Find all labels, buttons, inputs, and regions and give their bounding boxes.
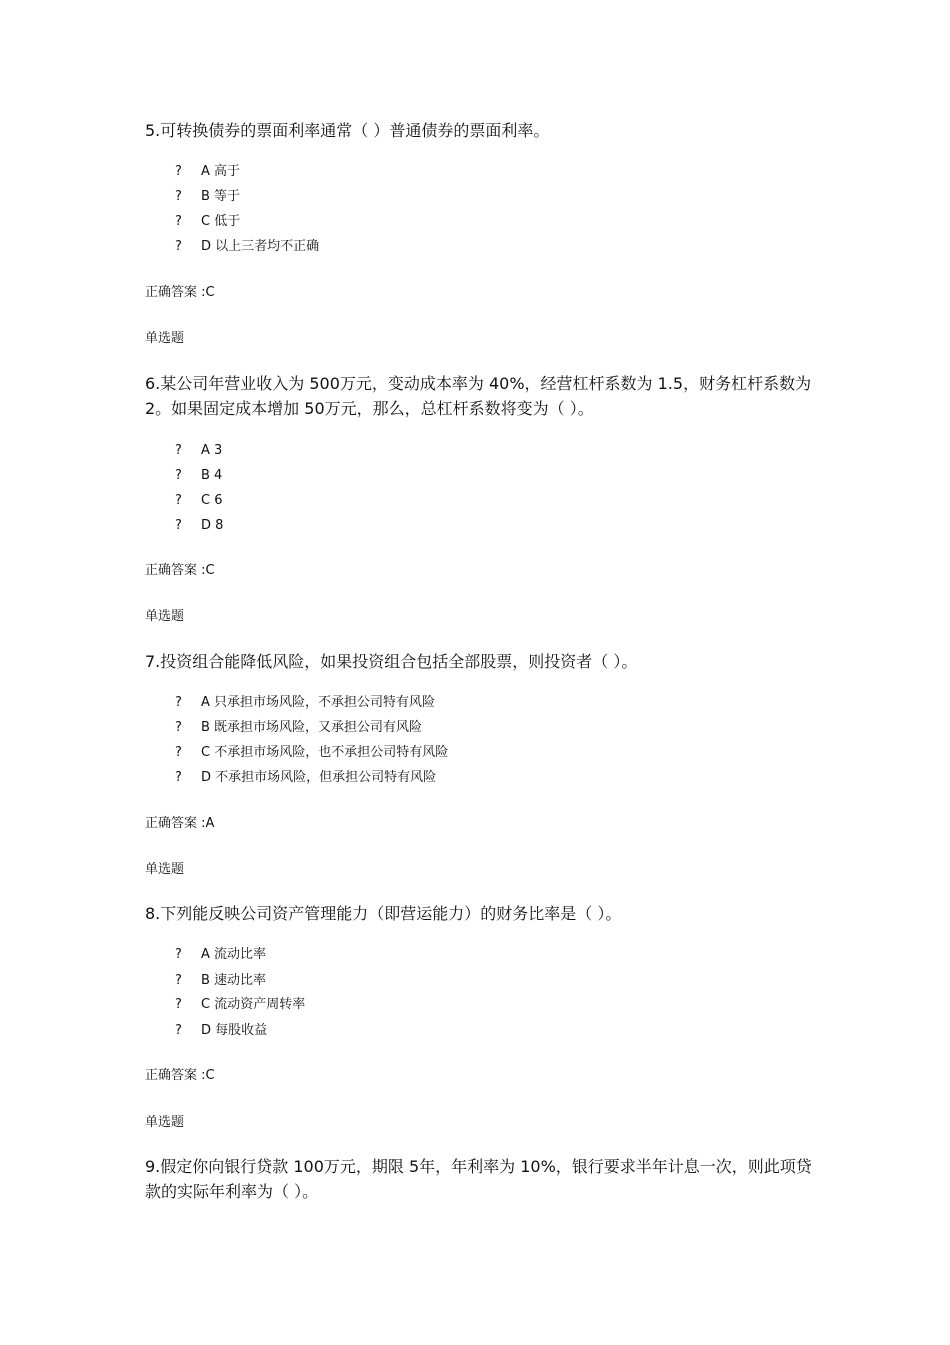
option-text: C 6: [201, 493, 223, 508]
question-7-answer: 正确答案 :A: [145, 816, 215, 831]
question-5-option-a: [175, 163, 240, 181]
question-7-option-d: [175, 769, 436, 787]
question-8-option-c: [175, 996, 305, 1014]
option-text: B 等于: [201, 189, 241, 204]
option-marker: ?: [175, 720, 182, 735]
option-marker: ?: [175, 997, 182, 1012]
option-marker: ?: [175, 239, 182, 254]
option-marker: ?: [175, 770, 182, 785]
question-8-text: 8.下列能反映公司资产管理能力（即营运能力）的财务比率是（ ）。: [145, 904, 622, 923]
option-text: A 流动比率: [201, 947, 267, 962]
question-6-answer: 正确答案 :C: [145, 563, 215, 578]
option-marker: ?: [175, 214, 182, 229]
option-text: A 高于: [201, 164, 241, 179]
option-text: C 流动资产周转率: [201, 997, 306, 1012]
option-text: D 每股收益: [201, 1023, 268, 1038]
question-6-text: 6.某公司年营业收入为 500万元，变动成本率为 40%，经营杠杆系数为 1.5，财务杠杆系数为 2。如果固定成本增加 50万元，那么，总杠杆系数将变为（ ）。: [145, 374, 812, 418]
option-text: D 不承担市场风险，但承担公司特有风险: [201, 770, 437, 785]
question-8-option-b: [175, 972, 266, 990]
question-type-label: 单选题: [145, 1115, 185, 1130]
question-type-label: 单选题: [145, 609, 185, 624]
option-marker: ?: [175, 468, 182, 483]
question-6-option-b: [175, 467, 222, 485]
question-5-option-d: [175, 238, 319, 256]
option-marker: ?: [175, 443, 182, 458]
question-6-option-d: [175, 517, 223, 535]
option-marker: ?: [175, 518, 182, 533]
question-8-option-a: [175, 946, 266, 964]
option-marker: ?: [175, 1023, 182, 1038]
option-marker: ?: [175, 189, 182, 204]
option-text: C 低于: [201, 214, 241, 229]
question-type-label: 单选题: [145, 331, 185, 346]
option-text: A 3: [201, 443, 223, 458]
option-marker: ?: [175, 695, 182, 710]
option-marker: ?: [175, 164, 182, 179]
option-text: B 4: [201, 468, 223, 483]
option-text: C 不承担市场风险，也不承担公司特有风险: [201, 745, 449, 760]
question-5-answer: 正确答案 :C: [145, 285, 215, 300]
option-text: D 以上三者均不正确: [201, 239, 320, 254]
question-5-text: 5.可转换债券的票面利率通常（ ）普通债券的票面利率。: [145, 121, 550, 140]
question-5-option-c: [175, 213, 240, 231]
option-marker: ?: [175, 493, 182, 508]
question-9-text: 9.假定你向银行贷款 100万元，期限 5年，年利率为 10%，银行要求半年计息一次，则此项贷款的实际年利率为（ ）。: [145, 1157, 812, 1201]
option-text: A 只承担市场风险，不承担公司特有风险: [201, 695, 436, 710]
question-6-option-a: [175, 442, 222, 460]
option-marker: ?: [175, 947, 182, 962]
question-8-option-d: [175, 1022, 267, 1040]
question-7-option-c: [175, 744, 448, 762]
question-6-option-c: [175, 492, 222, 510]
question-type-label: 单选题: [145, 862, 185, 877]
option-marker: ?: [175, 973, 182, 988]
option-text: B 速动比率: [201, 973, 267, 988]
option-marker: ?: [175, 745, 182, 760]
question-5-option-b: [175, 188, 240, 206]
option-text: D 8: [201, 518, 224, 533]
question-7-text: 7.投资组合能降低风险，如果投资组合包括全部股票，则投资者（ ）。: [145, 652, 638, 671]
question-8-answer: 正确答案 :C: [145, 1068, 215, 1083]
question-7-option-b: [175, 719, 422, 737]
question-7-option-a: [175, 694, 435, 712]
option-text: B 既承担市场风险，又承担公司有风险: [201, 720, 423, 735]
